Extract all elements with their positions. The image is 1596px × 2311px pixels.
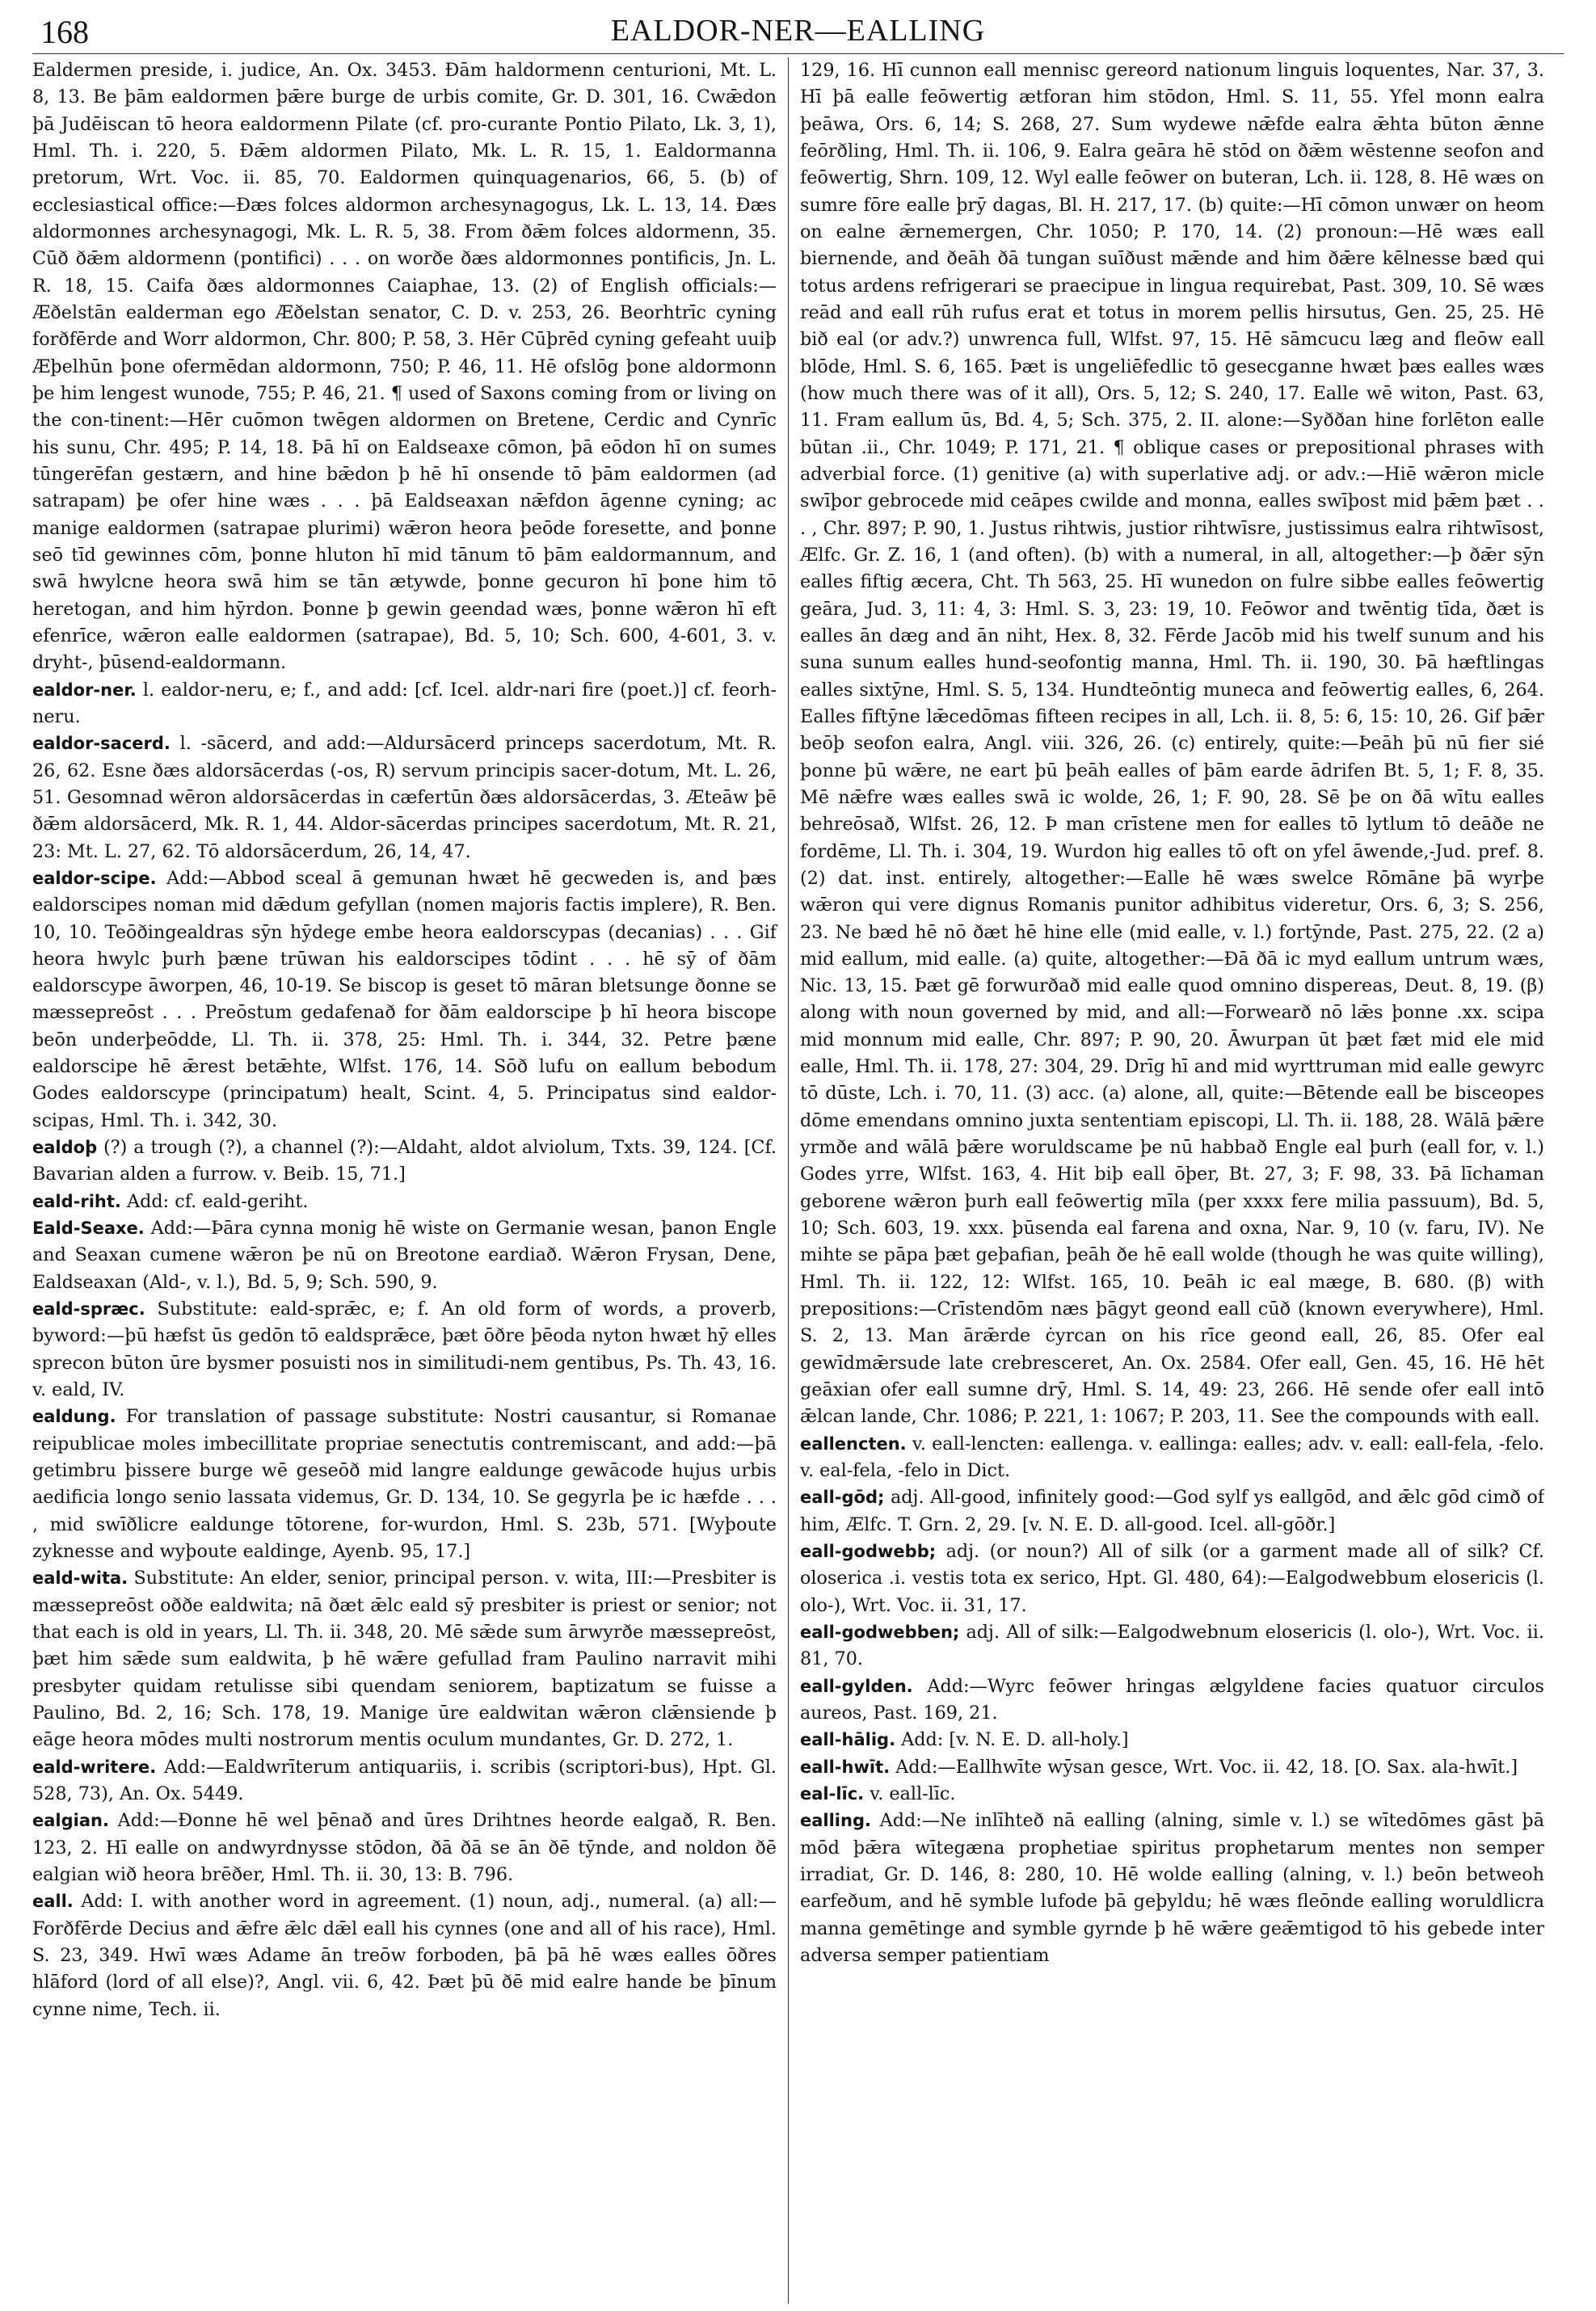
entry-text: Add:—Wyrc feōwer hringas ælgyldene facies quatuor circulos aureos, Past. 169, 21.: [800, 1675, 1544, 1724]
entry-text: For translation of passage substitute: Nostri causantur, si Romanae reipublicae moles imbecillitate propriae senectutis contremiscant, and add:—þā getimbru þissere burge wē geseōð mid langre ealdunge gewācode hujus urbis aedificia longo senio lassata videmus, Gr. D. 134, 10. Se gegyrla þe ic hæfde . . . , mid swīðlicre ealdunge tōtorene, for-wurdon, Hml. S. 23b, 571. [Wyþoute zyknesse and wyþoute ealdinge, Ayenb. 95, 17.]: [32, 1406, 777, 1563]
dictionary-entry: [800, 1539, 1544, 1619]
entry-text: Substitute: An elder, senior, principal person. v. wita, III:—Presbiter is mæssepreōst oððe ealdwita; nā ðæt ǣlc eald sȳ presbiter is priest or senior; not that each is old in years, Ll. Th. ii. 348, 20. Mē sǣde sum ārwyrðe mæssepreōst, þæt him sǣde sum ealdwita, þ hē wǣre gefullad fram Paulino narravit mihi presbyter quidam retulisse sibi quendam seniorem, baptizatum se fuisse a Paulino, Bd. 2, 16; Sch. 178, 19. Manige ūre ealdwitan wǣron clǣnsiende þ eāge heora mōdes multi nostrorum mentis oculum mundantes, Gr. D. 272, 1.: [32, 1568, 777, 1751]
entry-text: Add:—Þāra cynna monig hē wiste on Germanie wesan, þanon Engle and Seaxan cumene wǣron þe nū on Breotone eardiað. Wǣron Frysan, Dene, Ealdseaxan (Ald-, v. l.), Bd. 5, 9; Sch. 590, 9.: [32, 1218, 777, 1293]
entry-headword: ealdung.: [32, 1407, 116, 1427]
dictionary-entry: [32, 1754, 777, 1808]
dictionary-entry: [800, 1673, 1544, 1728]
entry-text: v. eall-lencten: eallenga. v. eallinga: ealles; adv. v. eall: eall-fela, -felo. v. eal-fela, -felo in Dict.: [800, 1433, 1544, 1482]
entry-headword: eallencten.: [800, 1433, 907, 1454]
entry-headword: eald-wita.: [32, 1568, 128, 1589]
entry-headword: eall.: [32, 1892, 74, 1912]
dictionary-entry: [800, 1619, 1544, 1673]
dictionary-entry: [32, 1404, 777, 1565]
entry-headword: ealdor-sacerd.: [32, 734, 171, 754]
dictionary-entry: [800, 1754, 1544, 1781]
two-column-body: [32, 57, 1564, 2304]
entry-headword: ealdor-scipe.: [32, 868, 157, 888]
entry-text: Ealdermen preside, i. judice, An. Ox. 3453. Ðām haldormenn centurioni, Mt. L. 8, 13. Be þām ealdormen þǣre burge de urbis comite, Gr. D. 301, 16. Cwǣdon þā Judēiscan tō heora ealdormenn Pilate (cf. pro-curante Pontio Pilato, Lk. 3, 1), Hml. Th. i. 220, 5. Ðǣm aldormen Pilato, Mk. L. R. 15, 1. Ealdormanna pretorum, Wrt. Voc. ii. 85, 70. Ealdormen quinquagenarios, 66, 5. (b) of ecclesiastical office:—Ðæs folces aldormon archesynagogus, Lk. L. 13, 14. Ðæs aldormonnes archesynagogi, Mk. L. R. 5, 38. From ðǣm folces aldormenn, 35. Cūð ðǣm aldormenn (pontifici) . . . on worðe ðæs aldormonnes pontificis, Jn. L. R. 18, 15. Caifa ðæs aldormonnes Caiaphae, 13. (2) of English officials:—Æðelstān ealderman ego Æðelstan senator, C. D. v. 253, 26. Beorhtrīc cyning forðfērde and Worr aldormon, Chr. 800; P. 58, 3. Hēr Cūþrēd cyning gefeaht uuiþ Æþelhūn þone ofermēdan aldormonn, 750; P. 46, 11. Hē ofslōg þone aldormonn þe him lengest wunode, 755; P. 46, 21. ¶ used of Saxons coming from or living on the con-tinent:—Hēr cuōmon twēgen aldormen on Bretene, Cerdic and Cynrīc his sunu, Chr. 495; P. 14, 18. Þā hī on Ealdseaxe cōmon, þā eōdon hī on sumes tūngerēfan gestærn, and hine bǣdon þ hē hī onsende tō þām ealdormen (ad satrapam) þe ofer hine wæs . . . þā Ealdseaxan nǣfdon āgenne cyning; ac manige ealdormen (satrapae plurimi) wǣron heora þeōde foresette, and þonne seō tīd gewinnes cōm, þonne hluton hī mid tānum tō þām ealdormannum, and swā hwylcne heora swā him se tān ætywde, þonne gecuron hī þone him tō heretogan, and him hȳrdon. Þonne þ gewin geendad wæs, þonne wǣron hī eft efenrīce, wǣron ealle ealdormen (satrapae), Bd. 5, 10; Sch. 600, 4-601, 3. v. dryht-, þūsend-ealdormann.: [32, 60, 777, 674]
dictionary-entry: [800, 1781, 1544, 1808]
dictionary-entry: [800, 1808, 1544, 1969]
entry-text: l. ealdor-neru, e; f., and add: [cf. Icel. aldr-nari fire (poet.)] cf. feorh-neru.: [32, 679, 777, 727]
entry-headword: eald-riht.: [32, 1191, 121, 1211]
entry-text: Add:—Ne inlīhteð nā ealling (alning, simle v. l.) se wītedōmes gāst þā mōd þǣra wītegæna prophetiae spiritus prophetarum mentes non semper irradiat, Gr. D. 146, 8: 280, 10. Hē wolde ealling (alning, v. l.) beōn betweoh earfeðum, and hē symble lufode þā geþyldu; hē wæs fleōnde ealling woruldlicra manna gemētinge and symble gyrnde þ hē wǣre geǣmtigod tō his gebede inter adversa semper patientiam: [800, 1810, 1544, 1966]
entry-headword: eall-gōd;: [800, 1488, 885, 1508]
entry-headword: eald-spræc.: [32, 1299, 145, 1320]
entry-headword: eall-godwebb;: [800, 1542, 937, 1562]
dictionary-entry: [800, 1431, 1544, 1485]
entry-headword: Eald-Seaxe.: [32, 1219, 145, 1239]
running-head: [32, 8, 1564, 54]
entry-text: adj. (or noun?) All of silk (or a garment made all of silk? Cf. oloserica .i. vestis tota ex serico, Hpt. Gl. 480, 64):—Ealgodwebbum elosericis (l. olo-), Wrt. Voc. ii. 31, 17.: [800, 1541, 1544, 1616]
entry-text: Add: cf. eald-geriht.: [126, 1190, 309, 1212]
page-number: 168: [40, 14, 89, 50]
entry-text: Substitute: eald-sprǣc, e; f. An old form of words, a proverb, byword:—þū hæfst ūs gedōn tō ealdsprǣce, þæt ōðre þēoda nyton hwæt hȳ elles sprecon būton ūre bysmer posuisti nos in similitudi-nem gentibus, Ps. Th. 43, 16. v. eald, IV.: [32, 1299, 777, 1401]
entry-headword: eall-godwebben;: [800, 1623, 960, 1643]
dictionary-entry: [32, 677, 777, 731]
right-column: [789, 57, 1544, 2304]
dictionary-entry: [32, 57, 777, 677]
dictionary-entry: [800, 57, 1544, 1431]
entry-text: adj. All of silk:—Ealgodwebnum elosericis (l. olo-), Wrt. Voc. ii. 81, 70.: [800, 1622, 1544, 1670]
entry-text: l. -sācerd, and add:—Aldursācerd princeps sacerdotum, Mt. R. 26, 62. Esne ðæs aldorsācerdas (-os, R) servum principis sacer-dotum, Mt. L. 26, 51. Gesomnad wēron aldorsācerdas in cæfertūn ðæs aldorsācerdas, 3. Æteāw þē ðǣm aldorsācerd, Mk. R. 1, 44. Aldor-sācerdas principes sacerdotum, Mt. R. 21, 23: Mt. L. 27, 62. Tō aldorsācerdum, 26, 14, 47.: [32, 733, 777, 862]
entry-text: Add:—Ðonne hē wel þēnað and ūres Drihtnes heorde ealgað, R. Ben. 123, 2. Hī ealle on andwyrdnysse stōdon, ðā ðā se ān ðē tȳnde, and noldon ðē ealgian wið heora brēðer, Hml. Th. ii. 30, 13: B. 796.: [32, 1810, 777, 1885]
entry-headword: eall-hwīt.: [800, 1757, 891, 1777]
entry-text: Add:—Ealdwrīterum antiquariis, i. scribis (scriptori-bus), Hpt. Gl. 528, 73), An. Ox. 5449.: [32, 1756, 777, 1804]
entry-headword: ealdor-ner.: [32, 680, 137, 700]
entry-headword: eall-gylden.: [800, 1676, 913, 1696]
entry-text: Add: I. with another word in agreement. (1) noun, adj., numeral. (a) all:—Forðfērde Decius and ǣfre ǣlc dǣl eall his cynnes (one and all of his race), Hml. S. 23, 349. Hwī wæs Adame ān treōw forboden, þā þā hē wæs ealles ōðres hlāford (lord of all else)?, Angl. vii. 6, 42. Þæt þū ðē mid ealre hande be þīnum cynne nime, Tech. ii.: [32, 1891, 777, 2020]
entry-text: Add:—Abbod sceal ā gemunan hwæt hē gecweden is, and þæs ealdorscipes noman mid dǣdum gefyllan (nomen majoris factis implere), R. Ben. 10, 10. Teōðingealdras sȳn hȳdege embe heora ealdorscypas (decanias) . . . Gif heora hwylc þurh þæne trūwan his ealdorscipes tōdint . . . hē sȳ of ðām ealdorscype āworpen, 46, 10-19. Se biscop is geset tō māran bletsunge ðonne se mæssepreōst . . . Preōstum gedafenað for ðām ealdorscipe þ hī heora biscope beōn underþeōdde, Ll. Th. ii. 378, 25: Hml. Th. i. 344, 32. Petre þæne ealdorscipe hē ǣrest betǣhte, Wlfst. 176, 14. Sōð lufu on eallum bebodum Godes ealdorscype (principatum) healt, Scint. 4, 5. Principatus sind ealdor-scipas, Hml. Th. i. 342, 30.: [32, 867, 777, 1131]
entry-headword: ealdoþ: [32, 1138, 98, 1158]
dictionary-entry: [32, 730, 777, 865]
entry-text: (?) a trough (?), a channel (?):—Aldaht, aldot alviolum, Txts. 39, 124. [Cf. Bavarian alden a furrow. v. Beib. 15, 71.]: [32, 1137, 777, 1185]
entry-headword: eal-līc.: [800, 1784, 865, 1804]
entry-headword: ealling.: [800, 1811, 871, 1831]
dictionary-entry: [32, 1296, 777, 1404]
entry-text: v. eall-līc.: [870, 1783, 956, 1804]
left-column: [32, 57, 788, 2304]
entry-headword: eald-writere.: [32, 1757, 157, 1777]
entry-headword: ealgian.: [32, 1811, 109, 1831]
dictionary-entry: [800, 1727, 1544, 1753]
running-title: EALDOR-NER—EALLING: [610, 14, 986, 48]
dictionary-entry: [32, 1189, 777, 1215]
dictionary-entry: [32, 1565, 777, 1753]
entry-text: 129, 16. Hī cunnon eall mennisc gereord nationum linguis loquentes, Nar. 37, 3. Hī þā ealle feōwertig ætforan him stōdon, Hml. S. 11, 55. Yfel monn ealra þeāwa, Ors. 6, 14; S. 268, 27. Sum wydewe nǣfde ealra ǣhta būton ǣnne feōrðling, Hml. Th. ii. 106, 9. Ealra geāra hē stōd on ðǣm wēstenne seofon and feōwertig, Shrn. 109, 12. Wyl ealle feōwer on buteran, Lch. ii. 128, 8. Hē wæs on sumre fōre ealle þrȳ dagas, Bl. H. 217, 17. (b) quite:—Hī cōmon unwær on heom on ealne ǣrnemergen, Chr. 1050; P. 170, 14. (2) pronoun:—Hē wæs eall biernende, and ðeāh ðā tungan suīðust mǣnde and him ðǣre kēlnesse bæd qui totus ardens refrigerari se praecipue in lingua requirebat, Past. 309, 10. Sē wæs reād and eall rūh rufus erat et totus in morem pellis hirsutus, Gen. 25, 25. Hē bið eal (or adv.?) unwrenca full, Wlfst. 97, 15. Hē sāmcucu læg and fleōw eall blōde, Hml. S. 6, 165. Þæt is ungeliēfedlic tō gesecganne hwæt þæs ealles wæs (how much there was of it all), Ors. 5, 12; S. 240, 17. Ealle wē witon, Past. 63, 11. Fram eallum ūs, Bd. 4, 5; Sch. 375, 2. II. alone:—Syððan hine forlēton ealle būtan .ii., Chr. 1049; P. 171, 21. ¶ oblique cases or prepositional phrases with adverbial force. (1) genitive (a) with superlative adj. or adv.:—Hiē wǣron micle swīþor gebrocede mid ceāpes cwilde and monna, ealles swīþost mid þǣm þæt . . . , Chr. 897; P. 90, 1. Justus rihtwis, justior rihtwīsre, justissimus ealra rihtwīsost, Ælfc. Gr. Z. 16, 1 (and often). (b) with a numeral, in all, altogether:—þ ðǣr sȳn ealles fiftig æcera, Cht. Th 563, 25. Hī wunedon on fulre sibbe ealles feōwertig geāra, Jud. 3, 11: 4, 3: Hml. S. 3, 23: 19, 10. Feōwor and twēntig tīda, ðæt is ealles ān dæg and ān niht, Hex. 8, 32. Fērde Jacōb mid his twelf sunum and his suna sunum ealles hund-seofontig manna, Hml. Th. ii. 190, 30. Þā hæftlingas ealles sixtȳne, Hml. S. 5, 134. Hundteōntig muneca and feōwertig ealles, 6, 264. Ealles fīftȳne lǣcedōmas fifteen recipes in all, Lch. ii. 8, 5: 6, 15: 10, 26. Gif þǣr beōþ seofon ealra, Angl. viii. 326, 26. (c) entirely, quite:—Þeāh þū nū fier sié þonne þū wǣre, ne eart þū þeāh ealles of þām earde ādrifen Bt. 5, 1; F. 8, 35. Mē nǣfre wæs ealles swā ic wolde, 26, 1; F. 90, 28. Sē þe on ðā wītu ealles behreōsað, Wlfst. 26, 12. Þ man crīstene men for ealles tō lytlum tō deāðe ne fordēme, Ll. Th. i. 304, 19. Wurdon hig ealles tō oft on yfel āwende,-Jud. pref. 8. (2) dat. inst. entirely, altogether:—Ealle hē wæs swelce Rōmāne þā wyrþe wǣron qui vere dignus Romanis punitor adhibitus videretur, Ors. 6, 3; S. 256, 23. Ne bæd hē nō ðæt hē hine elle (mid ealle, v. l.) fortȳnde, Past. 275, 22. (2 a) mid eallum, mid ealle. (a) quite, altogether:—Ðā ðā ic myd eallum untrum wæs, Nic. 13, 15. Þæt gē forwurðað mid ealle quod omnino dispereas, Deut. 8, 19. (β) along with noun governed by mid, and all:—Forwearð nō lǣs þonne .xx. scipa mid monnum mid ealle, Chr. 897; P. 90, 20. Āwurpan ūt þæt fæt mid ele mid ealle, Hml. Th. ii. 178, 27: 304, 29. Drīg hī and mid wyrttruman mid ealle gewyrc tō dūste, Lch. i. 70, 11. (3) acc. (a) alone, all, quite:—Bētende eall be bisceopes dōme emendans omnino juxta sententiam episcopi, Ll. Th. ii. 188, 28. Wālā þǣre yrmðe and wālā þǣre woruldscame þe nū habbað Engle eal þurh (eall for, v. l.) Godes yrre, Wlfst. 163, 4. Hit biþ eall ōþer, Bt. 27, 3; F. 98, 33. Þā līchaman geborene wǣron þurh eall feōwertig mīla (per xxxx fere milia passuum), Bd. 5, 10; Sch. 603, 19. xxx. þūsenda eal farena and oxna, Nar. 9, 10 (v. faru, IV). Ne mihte se pāpa þæt geþafian, þeāh ðe hē eall wolde (though he was quite willing), Hml. Th. ii. 122, 12: Wlfst. 165, 10. Þeāh ic eal mæge, B. 680. (β) with prepositions:—Crīstendōm næs þāgyt geond eall cūð (known everywhere), Hml. S. 2, 13. Man ārǣrde ċyrcan on his rīce geond eall, 26, 85. Ofer eal gewīdmǣrsude late crebresceret, An. Ox. 2584. Ofer eall, Gen. 45, 16. Hē hēt geāxian ofer eall sumne drȳ, Hml. S. 14, 49: 23, 266. Hē sende ofer eall intō ǣlcan lande, Chr. 1086; P. 221, 1: 1067; P. 203, 11. See the compounds with eall.: [800, 60, 1544, 1428]
dictionary-entry: [800, 1484, 1544, 1539]
dictionary-entry: [32, 1808, 777, 1888]
dictionary-entry: [32, 865, 777, 1134]
dictionary-entry: [32, 1888, 777, 2023]
entry-text: adj. All-good, infinitely good:—God sylf ys eallgōd, and ǣlc gōd cimð of him, Ælfc. T. Grn. 2, 29. [v. N. E. D. all-good. Icel. all-gōðr.]: [800, 1487, 1544, 1535]
entry-headword: eall-hālig.: [800, 1730, 896, 1750]
entry-text: Add:—Eallhwīte wȳsan gesce, Wrt. Voc. ii. 42, 18. [O. Sax. ala-hwīt.]: [895, 1756, 1518, 1778]
dictionary-entry: [32, 1134, 777, 1189]
dictionary-entry: [32, 1215, 777, 1296]
entry-text: Add: [v. N. E. D. all-holy.]: [901, 1729, 1129, 1751]
